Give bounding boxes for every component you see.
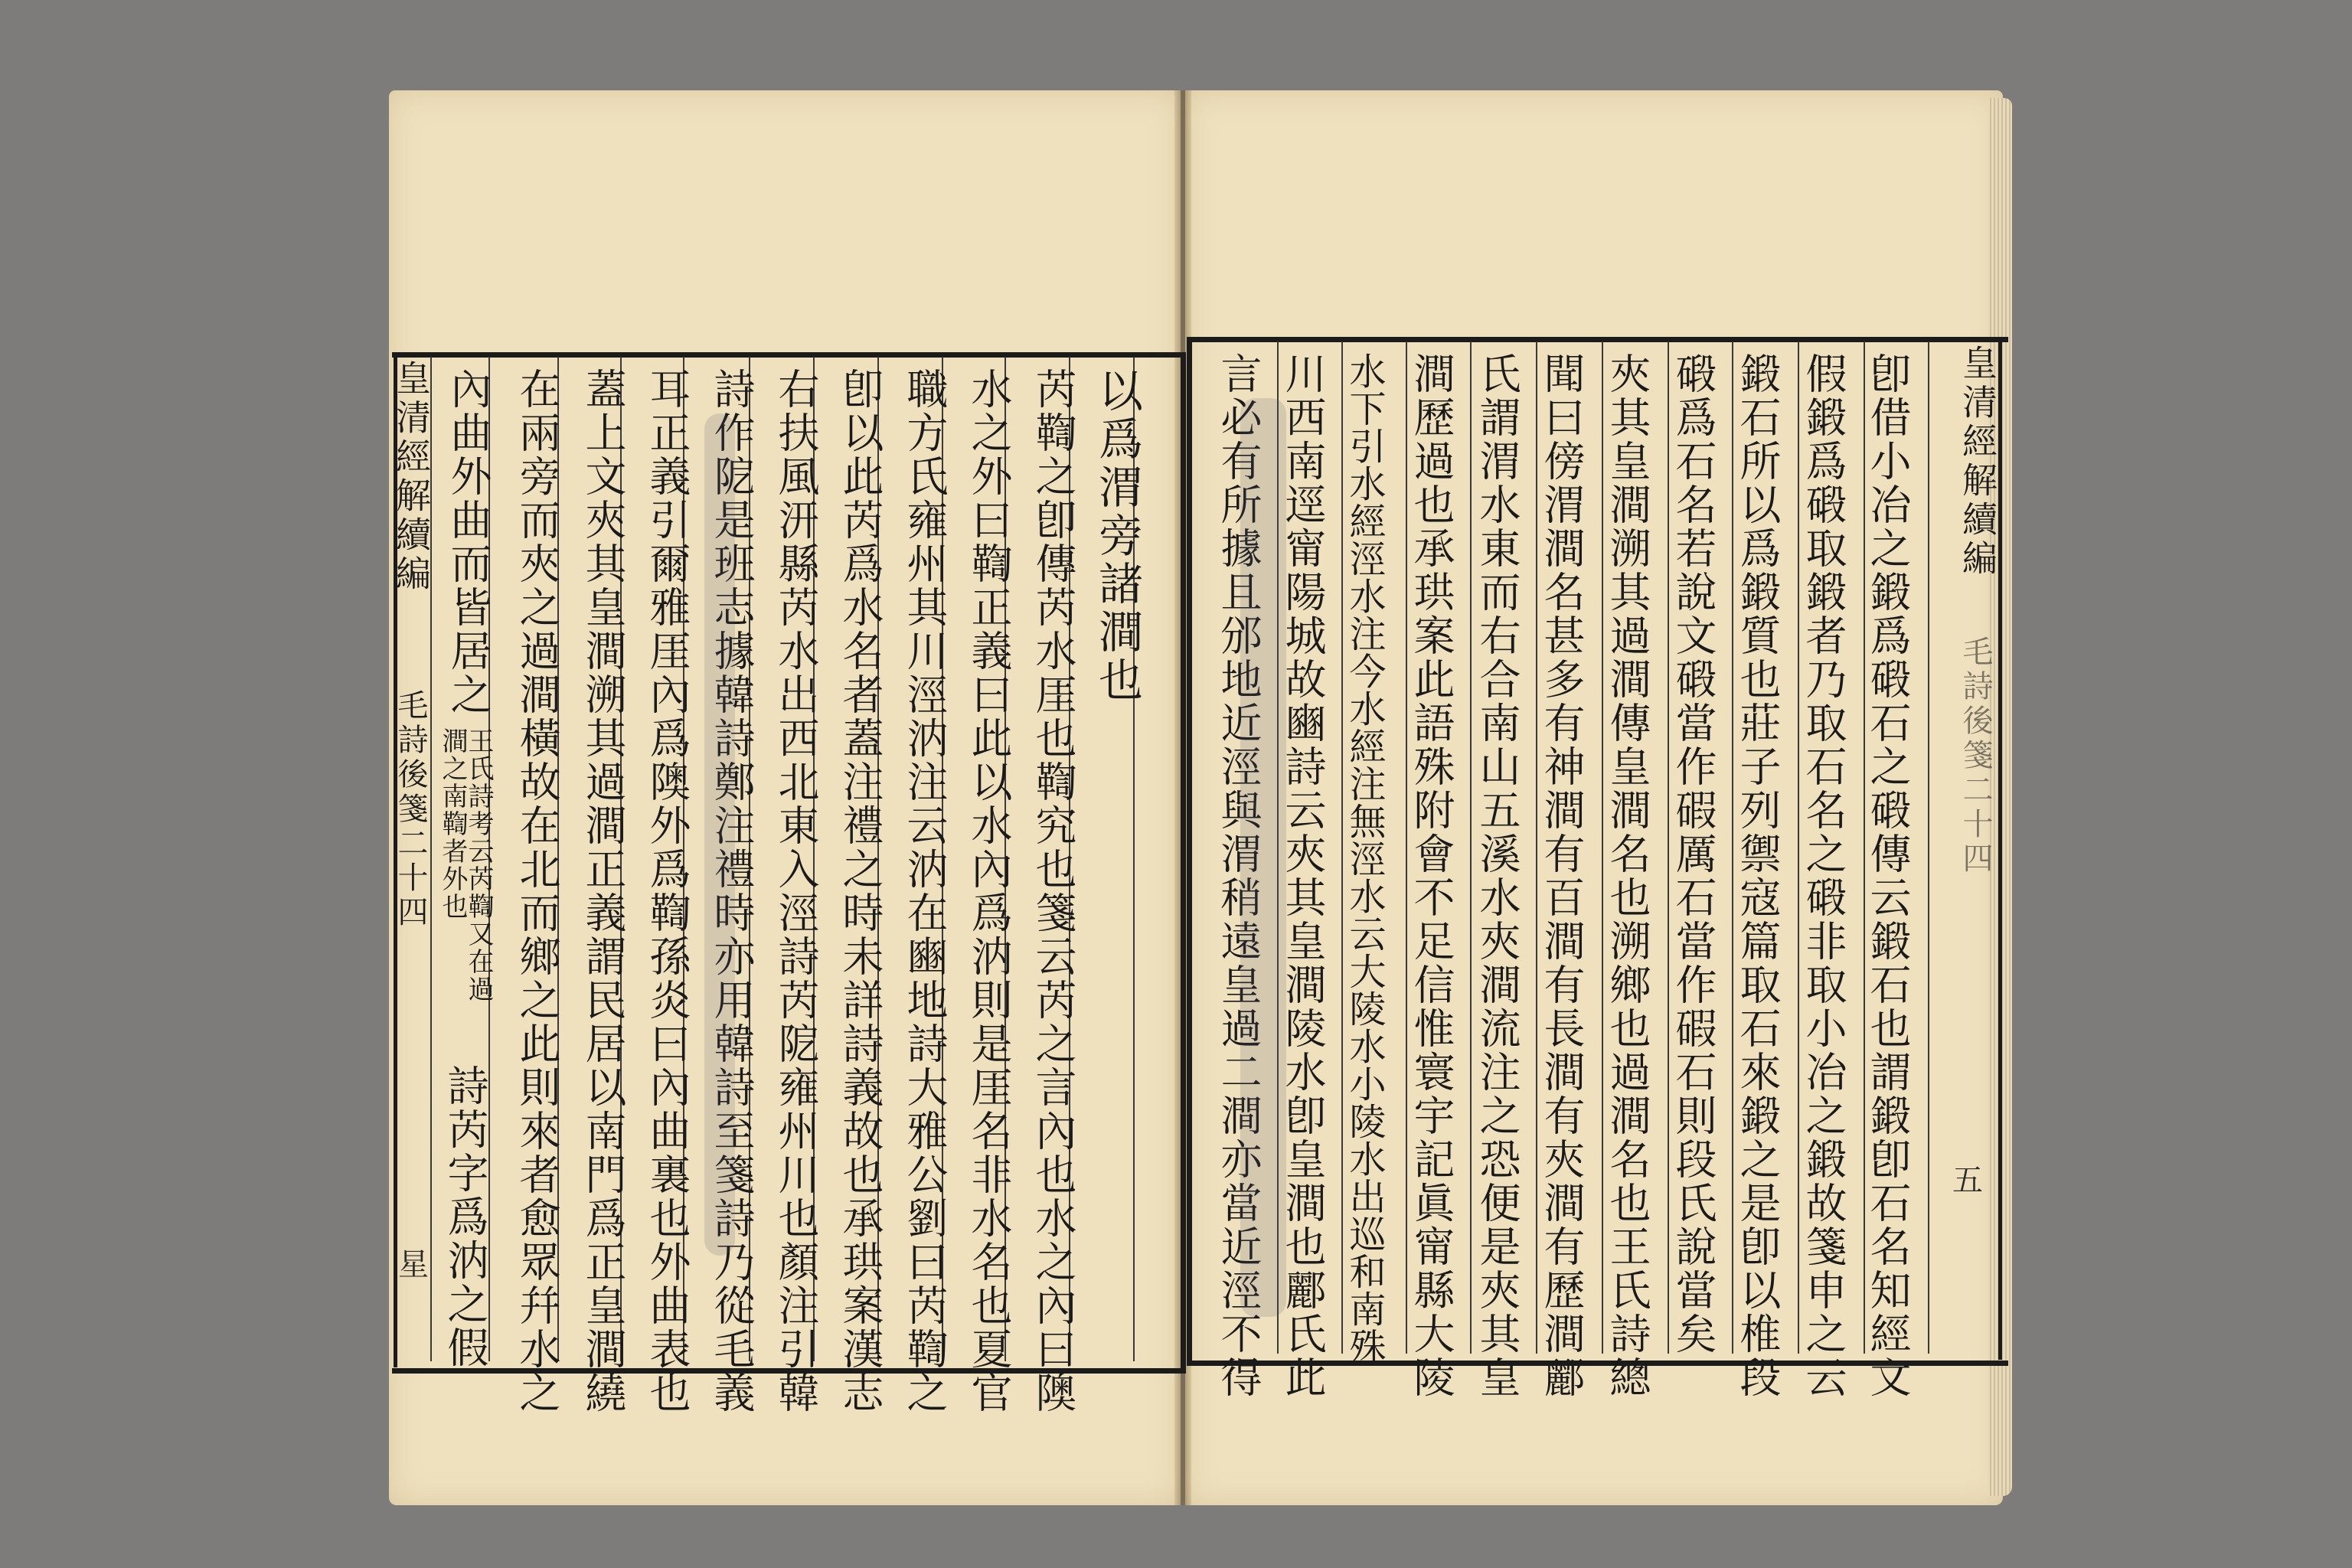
right-col-2: 假鍛爲碫取鍛者乃取石名之碫非取小冶之鍛故箋申之云	[1799, 352, 1847, 1400]
right-margin-subtitle: 毛詩後箋二十四	[1958, 635, 1993, 877]
left-col-4: 職方氏雍州其川涇汭注云汭在豳地詩大雅公劉曰芮鞫之	[900, 368, 949, 1415]
left-col-11-note: 王氏詩考云芮鞫又在過澗之南鞫者外也	[437, 727, 494, 1003]
right-col-11: 言必有所據且邠地近涇與渭稍遠皇過二澗亦當近涇不得	[1214, 352, 1263, 1400]
left-folio: 星	[398, 1247, 429, 1282]
left-col-1: 以爲渭旁諸澗也	[1091, 368, 1143, 705]
right-margin-title: 皇清經解續編	[1957, 345, 1998, 579]
right-folio: 五	[1952, 1163, 1983, 1198]
right-col-1: 卽借小冶之鍛爲碫石之碫傳云鍛石也謂鍛卽石名知經文	[1864, 352, 1912, 1400]
right-col-7: 氏謂渭水東而右合南山五溪水夾澗流注之恐便是夾其皇	[1473, 352, 1521, 1400]
right-col-5: 夾其皇澗溯其過澗傳皇澗名也溯鄉也過澗名也王氏詩總	[1603, 352, 1651, 1400]
right-col-8: 澗歷過也承珙案此語殊附會不足信惟寰宇記眞甯縣大陵	[1407, 352, 1455, 1400]
bleed-through	[704, 413, 735, 1256]
right-col-10: 川西南逕甯陽城故豳詩云夾其皇澗陵水卽皇澗也酈氏此	[1279, 352, 1327, 1400]
left-col-10: 在兩旁而夾之過澗橫故在北而鄉之此則來者愈眾幷水之	[513, 368, 561, 1415]
left-col-5: 卽以此芮爲水名者蓋注禮之時未詳詩義故也承珙案漢志	[836, 368, 884, 1415]
left-col-2: 芮鞫之卽傳芮水厓也鞫究也箋云芮之言內也水之內曰隩	[1029, 368, 1077, 1415]
right-col-6: 聞曰傍渭澗名甚多有神澗有百澗有長澗有夾澗有歷澗酈	[1537, 352, 1586, 1400]
left-margin-title: 皇清經解續編	[390, 360, 432, 594]
left-col-9: 蓋上文夾其皇澗溯其過澗正義謂民居以南門爲正皇澗繞	[579, 368, 627, 1415]
left-col-11-main: 內曲外曲而皆居之	[444, 368, 492, 717]
left-col-3: 水之外曰鞫正義曰此以水內爲汭則是厓名非水名也夏官	[965, 368, 1013, 1415]
right-col-3: 鍛石所以爲鍛質也莊子列禦寇篇取石來鍛之是卽以椎段	[1733, 352, 1782, 1400]
bleed-through	[1240, 398, 1286, 1317]
right-col-4: 碫爲石名若說文碫當作碬厲石當作碬石則段氏說當矣	[1669, 352, 1717, 1356]
left-margin-subtitle: 毛詩後箋二十四	[393, 689, 428, 930]
right-col-9: 水下引水經涇水注今水經注無涇水云大陵水小陵水出巡和南殊	[1343, 352, 1386, 1365]
column-rule	[1928, 341, 1929, 1354]
column-rule	[1470, 341, 1472, 1354]
right-margin-rule	[1998, 337, 2002, 1360]
left-col-7: 詩作阸是班志據韓詩鄭注禮時亦用韓詩至箋詩乃從毛義	[707, 368, 756, 1415]
left-col-6: 右扶風汧縣芮水出西北東入涇詩芮阸雍州川也顏注引韓	[772, 368, 820, 1415]
left-col-11-tail: 詩芮字爲汭之假	[441, 1064, 489, 1370]
left-col-8: 耳正義引爾雅厓內爲隩外爲鞫孫炎曰內曲裏也外曲表也	[643, 368, 691, 1415]
